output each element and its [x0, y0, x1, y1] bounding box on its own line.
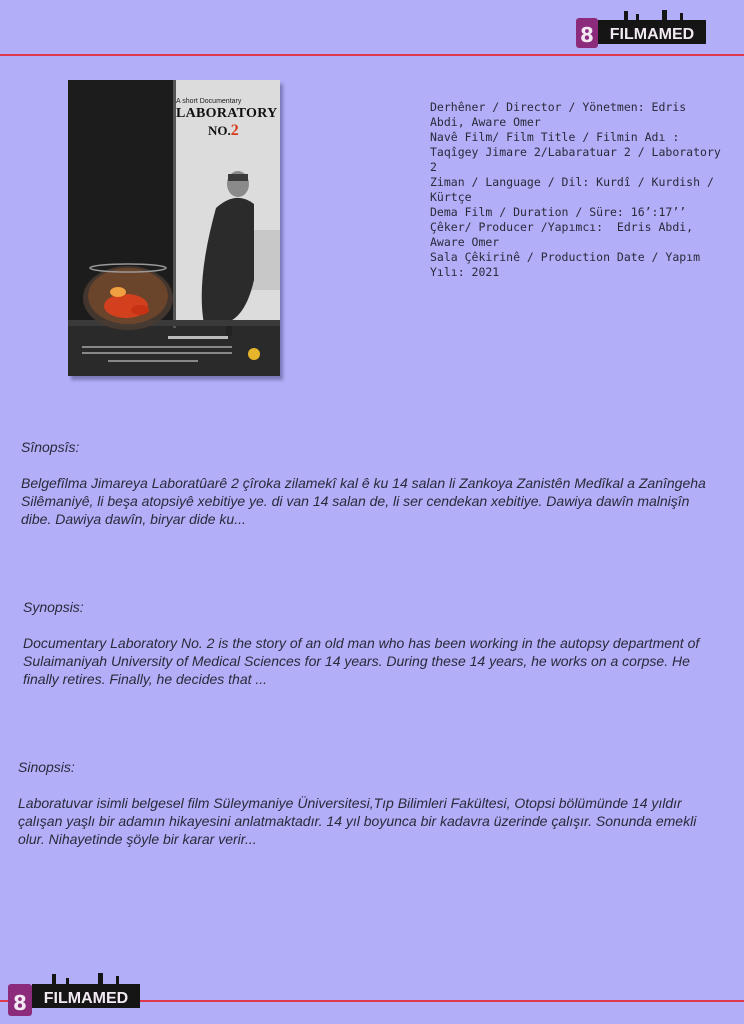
- poster-subtitle: A short Documentary: [176, 98, 242, 105]
- film-credits: [430, 100, 726, 280]
- logo-text-bottom: FILMAMED: [43, 990, 129, 1007]
- credit-duration: Dema Film / Duration / Süre: 16’:17’’: [430, 205, 687, 219]
- brand-logo-top: [576, 8, 710, 50]
- credit-director: Derhêner / Director / Yönetmen: Edris Abdi, Aware Omer: [430, 100, 694, 129]
- synopsis-english-body: Documentary Laboratory No. 2 is the story of an old man who has been working in the autopsy department of Sulaimaniyah University of Medical Sciences for 14 years. During these 14 years, he works on a corpse. He finally retires. Finally, he decides that ...: [23, 635, 700, 687]
- synopsis-turkish-body: Laboratuvar isimli belgesel film Süleymaniye Üniversitesi,Tıp Bilimleri Fakültesi, Otopsi bölümünde 14 yıldır çalışan yaşlı bir adamın hikayesini anlatmaktadır. 14 yıl boyunca bir kadavra üzerinde çalışır. Sonunda emekli olur. Nihayetinde şöyle bir karar verir...: [18, 795, 697, 847]
- brand-logo-bottom: [8, 970, 142, 1015]
- synopsis-turkish-heading: Sinopsis:: [18, 759, 75, 775]
- poster-art: [68, 80, 280, 376]
- logo-mark-bottom: 8: [13, 991, 27, 1015]
- synopsis-kurdish: [21, 438, 721, 528]
- synopsis-kurdish-heading: Sînopsîs:: [21, 439, 80, 455]
- synopsis-english-heading: Synopsis:: [23, 599, 84, 615]
- credit-production-date: Sala Çêkirinê / Production Date / Yapım Yılı: 2021: [430, 250, 707, 279]
- credit-language: Ziman / Language / Dil: Kurdî / Kurdish / Kürtçe: [430, 175, 721, 204]
- poster-title: LABORATORY: [176, 106, 278, 121]
- logo-mark: 8: [580, 23, 594, 47]
- top-divider: [0, 54, 744, 56]
- synopsis-english: [23, 598, 727, 688]
- film-poster: [68, 80, 280, 376]
- logo-text: FILMAMED: [609, 26, 695, 43]
- poster-number: NO.2: [208, 122, 239, 139]
- credit-producer: Çêker/ Producer /Yapımcı: Edris Abdi, Aware Omer: [430, 220, 701, 249]
- credit-title: Navê Film/ Film Title / Filmin Adı : Taqîgey Jimare 2/Labaratuar 2 / Laboratory 2: [430, 130, 728, 174]
- synopsis-kurdish-body: Belgefîlma Jimareya Laboratûarê 2 çîroka zilamekî kal ê ku 14 salan li Zankoya Zanistên Medîkal a Zanîngeha Silêmaniyê, li beşa atopsiyê xebitiye ye. di van 14 salan de, li ser cendekan xebitiye. Dawiya dawîn malnişîn dibe. Dawiya dawîn, biryar dide ku...: [21, 475, 706, 527]
- synopsis-turkish: [18, 758, 722, 848]
